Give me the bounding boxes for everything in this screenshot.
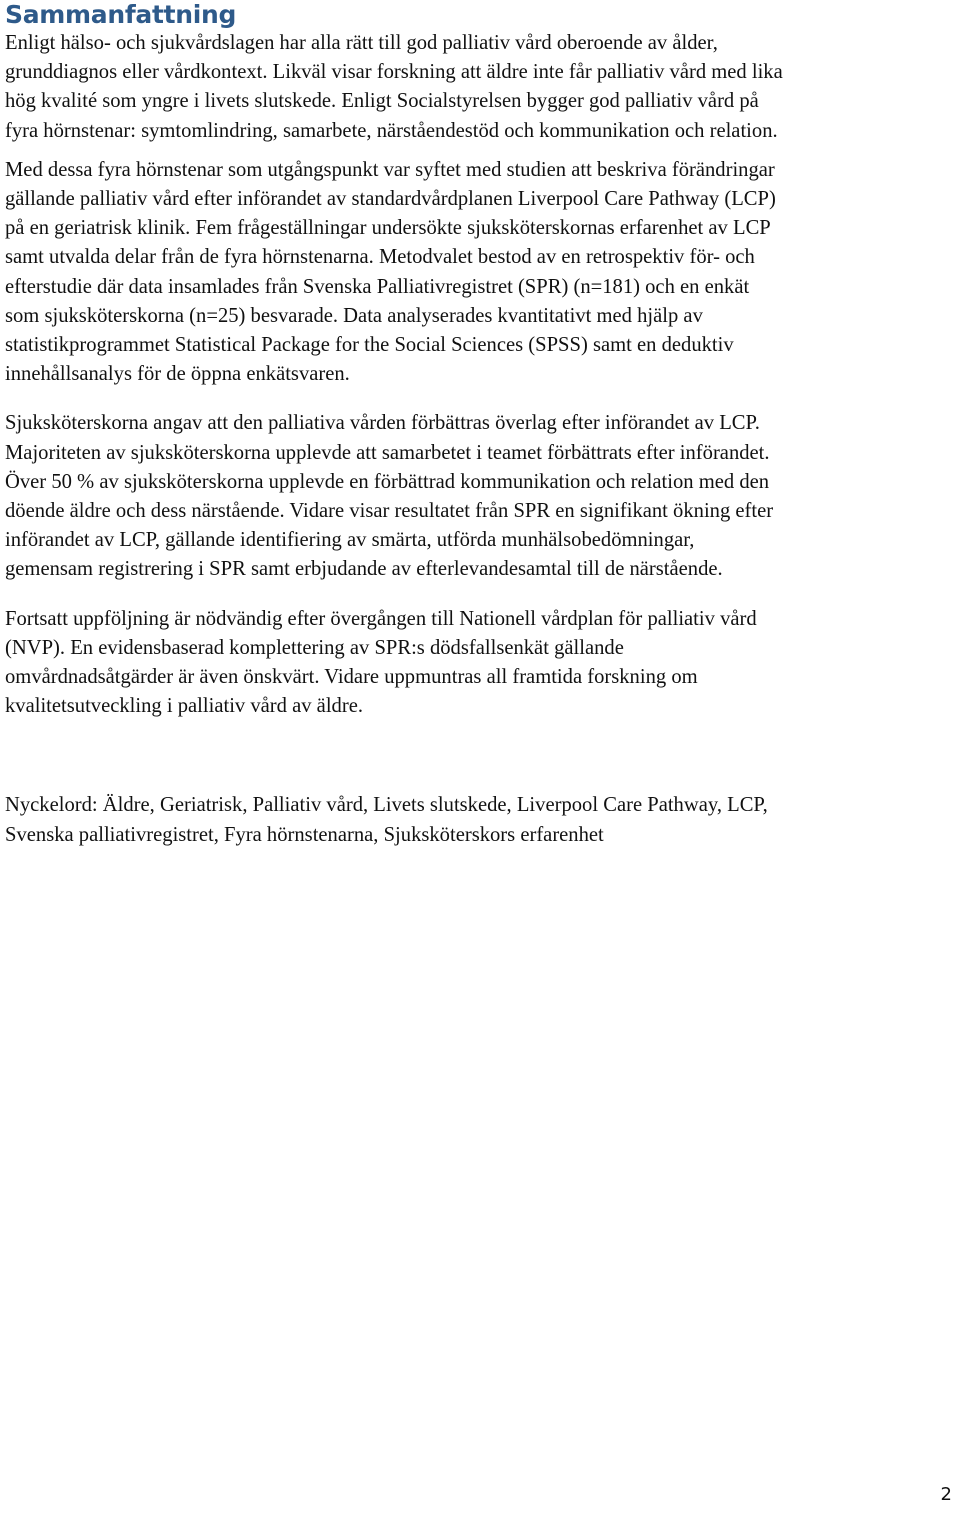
text-line: samt utvalda delar från de fyra hörnstenarna. Metodvalet bestod av en retrospektiv för- och <box>5 246 755 269</box>
text-line: döende äldre och dess närstående. Vidare visar resultatet från SPR en signifikant ökning efter <box>5 500 774 523</box>
summary-paragraph-results <box>5 409 957 584</box>
text-line: gällande palliativ vård efter införandet av standardvårdplanen Liverpool Care Pathway (LCP) <box>5 188 776 211</box>
text-line: Med dessa fyra hörnstenar som utgångspunkt var syftet med studien att beskriva förändringar <box>5 158 775 181</box>
text-line: kvalitetsutveckling i palliativ vård av äldre. <box>5 695 363 718</box>
summary-paragraph-conclusion <box>5 605 957 722</box>
text-line: Sjuksköterskorna angav att den palliativa vården förbättras överlag efter införandet av LCP. <box>5 412 760 435</box>
text-line: Fortsatt uppföljning är nödvändig efter övergången till Nationell vårdplan för palliativ vård <box>5 607 757 630</box>
text-line: som sjuksköterskorna (n=25) besvarade. Data analyserades kvantitativt med hjälp av <box>5 304 703 327</box>
text-line: på en geriatrisk klinik. Fem frågeställningar undersökte sjuksköterskornas erfarenhet av LCP <box>5 217 771 240</box>
text-line: införandet av LCP, gällande identifiering av smärta, utförda munhälsobedömningar, <box>5 529 695 552</box>
text-line: grunddiagnos eller vårdkontext. Likväl visar forskning att äldre inte får palliativ vård med lika <box>5 61 783 84</box>
text-line: Enligt hälso- och sjukvårdslagen har alla rätt till god palliativ vård oberoende av ålder, <box>5 32 718 54</box>
text-line: Över 50 % av sjuksköterskorna upplevde en förbättrad kommunikation och relation med den <box>5 470 770 493</box>
text-line: hög kvalité som yngre i livets slutskede. Enligt Socialstyrelsen bygger god palliativ vård på <box>5 90 759 113</box>
text-line: efterstudie där data insamlades från Svenska Palliativregistret (SPR) (n=181) och en enkät <box>5 275 750 298</box>
page-number: 2 <box>940 1484 952 1505</box>
text-line: statistikprogrammet Statistical Package for the Social Sciences (SPSS) samt en deduktiv <box>5 334 734 357</box>
text-line: fyra hörnstenar: symtomlindring, samarbete, närståendestöd och kommunikation och relation. <box>5 119 778 142</box>
text-line: gemensam registrering i SPR samt erbjudande av efterlevandesamtal till de närstående. <box>5 558 723 581</box>
text-line: Svenska palliativregistret, Fyra hörnstenarna, Sjuksköterskors erfarenhet <box>5 823 604 846</box>
summary-paragraph-method <box>5 156 957 390</box>
text-line: (NVP). En evidensbaserad komplettering av SPR:s dödsfallsenkät gällande <box>5 636 624 659</box>
text-line: Majoriteten av sjuksköterskorna upplevde att samarbetet i teamet förbättrats efter införandet. <box>5 441 770 464</box>
keywords-paragraph <box>5 791 957 849</box>
text-line: Nyckelord: Äldre, Geriatrisk, Palliativ vård, Livets slutskede, Liverpool Care Pathway, LCP, <box>5 794 768 817</box>
text-line: innehållsanalys för de öppna enkätsvaren. <box>5 363 350 386</box>
summary-paragraph-intro <box>5 29 957 146</box>
document-page <box>5 0 957 850</box>
text-line: omvårdnadsåtgärder är även önskvärt. Vidare uppmuntras all framtida forskning om <box>5 666 698 689</box>
section-heading: Sammanfattning <box>5 0 237 29</box>
